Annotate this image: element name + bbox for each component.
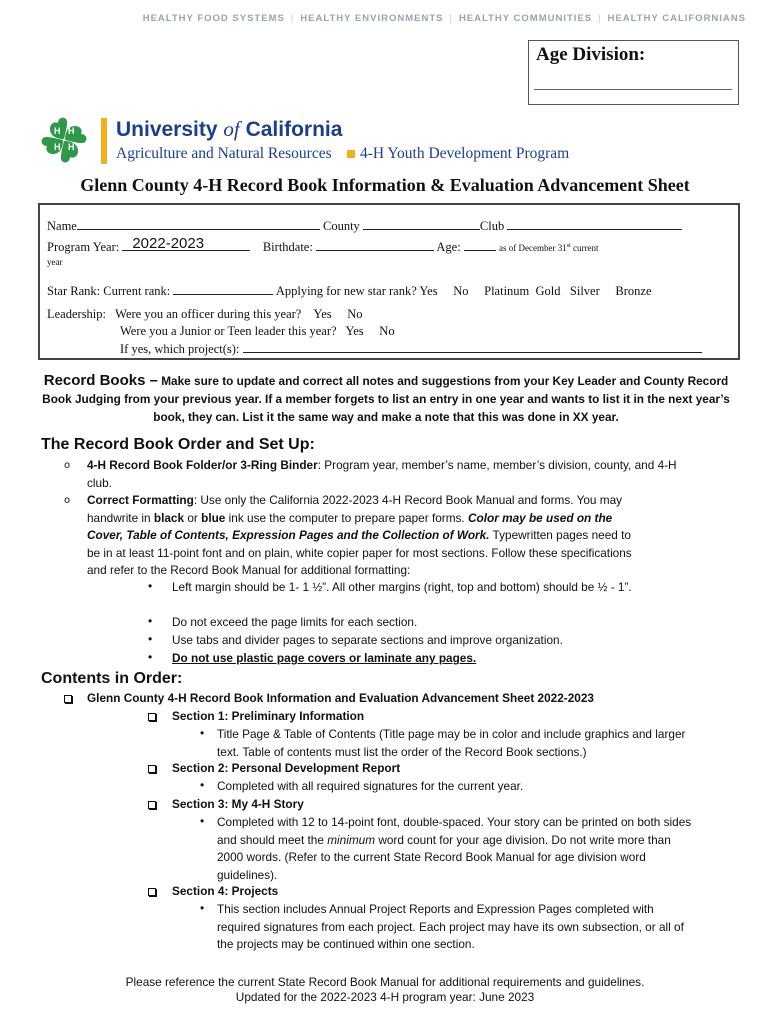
- program-name: 4-H Youth Development Program: [347, 145, 569, 163]
- tagline-3: HEALTHY COMMUNITIES: [458, 13, 593, 24]
- logo-divider-bar: [101, 118, 107, 164]
- svg-text:H: H: [68, 126, 75, 136]
- age-division-box: [528, 40, 739, 105]
- section-1-title: Section 1: Preliminary Information: [172, 709, 365, 723]
- footer: [0, 975, 770, 1005]
- order-item-2: Correct Formatting: Use only the California 2022-2023 4-H Record Book Manual and forms. You may handwrite in black or blue ink use the computer to prepare paper forms. Color may be used on the Cover, Table of Contents, Expression Pages and the Collection of Work. Typewritten pages need to be in at least 11-point font and on plain, white copier paper for most sections. Follow these specifications and refer to the Record Book Manual for additional formatting:: [87, 493, 632, 577]
- section-4-title: Section 4: Projects: [172, 884, 279, 898]
- bullet-icon: •: [200, 726, 205, 740]
- leadership-row-2: Were you a Junior or Teen leader this year? Yes No: [120, 324, 395, 338]
- star-rank-row: Star Rank: Current rank: Applying for new star rank? Yes No Platinum Gold Silver Bronze: [47, 284, 652, 298]
- rank-gold[interactable]: Gold: [535, 284, 561, 298]
- leadership-row-3: If yes, which project(s):: [47, 341, 702, 357]
- section-4-text: This section includes Annual Project Reports and Expression Pages completed with required signatures from each project. Each project may have its own subsection, or all of the projects may be continued within one section.: [217, 902, 684, 951]
- section-3-text: Completed with 12 to 14-point font, double-spaced. Your story can be printed on both sides and should meet the minimum word count for your age division. Do not write more than 2000 words. (Refer to the current State Record Book Manual for age division word guidelines).: [217, 815, 692, 882]
- current-rank-field[interactable]: [173, 283, 273, 295]
- year-word: year: [47, 257, 63, 267]
- age-division-field[interactable]: [534, 89, 732, 90]
- svg-text:H: H: [68, 142, 75, 152]
- 4h-clover-icon: [37, 113, 91, 167]
- program-year-field[interactable]: 2022-2023: [122, 239, 250, 251]
- format-rule-3: Use tabs and divider pages to separate sections and improve organization.: [172, 633, 563, 647]
- section-1-text: Title Page & Table of Contents (Title page may be in color and include graphics and larger text. Table of contents must list the order of the Record Book sections.): [217, 727, 686, 759]
- birthdate-field[interactable]: [316, 239, 434, 251]
- format-rule-1: Left margin should be 1- 1 ½”. All other margins (right, top and bottom) should be ½ - 1”.: [172, 580, 632, 594]
- tagline-2: HEALTHY ENVIRONMENTS: [300, 13, 444, 24]
- circle-bullet-icon: o: [64, 460, 71, 471]
- bullet-icon: •: [200, 901, 205, 915]
- bullet-icon: •: [148, 614, 153, 628]
- format-rule-2: Do not exceed the page limits for each section.: [172, 615, 418, 629]
- bullet-icon: •: [148, 632, 153, 646]
- bullet-icon: •: [148, 579, 153, 593]
- section-2-text: Completed with all required signatures for the current year.: [217, 779, 524, 793]
- rank-bronze[interactable]: Bronze: [615, 284, 652, 298]
- svg-text:H: H: [54, 142, 61, 152]
- bullet-icon: •: [200, 778, 205, 792]
- program-year-row: Program Year: 2022-2023 Birthdate: Age: as of December 31st current: [47, 235, 599, 254]
- bullet-icon: •: [200, 814, 205, 828]
- svg-text:H: H: [54, 126, 61, 136]
- header-tagline: HEALTHY FOOD SYSTEMS | HEALTHY ENVIRONMENTS | HEALTHY COMMUNITIES | HEALTHY CALIFORNIANS: [142, 13, 746, 24]
- order-heading: The Record Book Order and Set Up:: [41, 436, 315, 453]
- rank-silver[interactable]: Silver: [569, 284, 600, 298]
- age-division-label: Age Division:: [536, 44, 646, 65]
- section-2-title: Section 2: Personal Development Report: [172, 761, 401, 775]
- name-row: Name County Club: [47, 218, 682, 234]
- leadership-row-1: Leadership: Were you an officer during this year? Yes No: [47, 307, 363, 321]
- officer-no[interactable]: No: [347, 307, 363, 321]
- contents-heading: Contents in Order:: [41, 670, 183, 687]
- leader-no[interactable]: No: [379, 324, 395, 338]
- checkbox-icon: [148, 888, 156, 896]
- page-title: Glenn County 4-H Record Book Information & Evaluation Advancement Sheet: [80, 175, 690, 195]
- contents-main: Glenn County 4-H Record Book Information and Evaluation Advancement Sheet 2022-2023: [87, 691, 594, 705]
- applying-no[interactable]: No: [453, 284, 469, 298]
- order-item-1: 4-H Record Book Folder/or 3-Ring Binder: Program year, member’s name, member’s division, county, and 4-H club.: [87, 458, 677, 490]
- checkbox-icon: [148, 801, 156, 809]
- leader-yes[interactable]: Yes: [345, 324, 364, 338]
- footer-line-2: Updated for the 2022-2023 4-H program year: June 2023: [235, 990, 535, 1004]
- checkbox-icon: [148, 765, 156, 773]
- format-rule-4: Do not use plastic page covers or laminate any pages.: [172, 651, 477, 665]
- tagline-1: HEALTHY FOOD SYSTEMS: [142, 13, 285, 24]
- rank-platinum[interactable]: Platinum: [484, 284, 530, 298]
- name-field[interactable]: [77, 218, 320, 230]
- officer-yes[interactable]: Yes: [313, 307, 332, 321]
- org-subtitle: Agriculture and Natural Resources: [116, 145, 332, 162]
- checkbox-icon: [64, 695, 72, 703]
- circle-bullet-icon: o: [64, 495, 71, 506]
- projects-field[interactable]: [243, 341, 702, 353]
- bullet-icon: •: [148, 650, 153, 664]
- age-field[interactable]: [464, 239, 496, 251]
- footer-line-1: Please reference the current State Record Book Manual for additional requirements and guidelines.: [125, 975, 645, 989]
- applying-yes[interactable]: Applying for new star rank? Yes: [275, 284, 438, 298]
- checkbox-icon: [148, 713, 156, 721]
- info-form: [38, 203, 740, 360]
- county-field[interactable]: [363, 218, 480, 230]
- org-name: University of California: [116, 117, 343, 141]
- record-books-note: Record Books – Make sure to update and correct all notes and suggestions from your Key Leader and County Record Book Judging from your previous year. If a member forgets to list an entry in one year and wants to list it in the next year’s book, they can. List it the same way and make a note that this was done in XX year.: [42, 372, 730, 424]
- section-3-title: Section 3: My 4-H Story: [172, 797, 304, 811]
- tagline-4: HEALTHY CALIFORNIANS: [607, 13, 746, 24]
- club-field[interactable]: [507, 218, 682, 230]
